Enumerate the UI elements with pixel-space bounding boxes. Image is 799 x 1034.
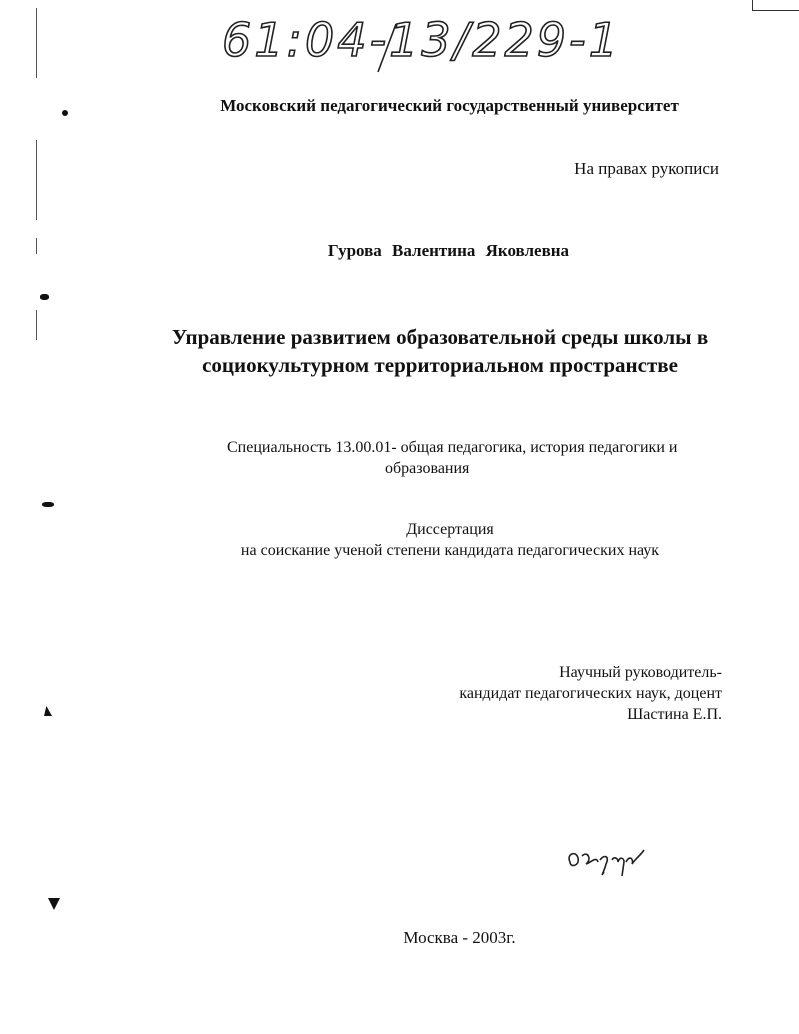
title-line-1: Управление развитием образовательной среды школы в	[171, 325, 709, 349]
rights-notice: На правах рукописи	[574, 159, 719, 178]
handwritten-signature	[562, 832, 652, 886]
scan-margin-line	[36, 310, 37, 340]
dissertation-line-2: на соискание ученой степени кандидата педагогических наук	[240, 542, 660, 559]
scan-margin-line	[36, 8, 37, 78]
scan-hole-mark	[42, 502, 54, 507]
scan-hole-mark	[40, 294, 49, 300]
specialty-line-1: Специальность 13.00.01- общая педагогика, история педагогики и	[227, 439, 678, 456]
supervisor-line-1: Научный руководитель-	[559, 664, 722, 681]
supervisor-block	[380, 662, 722, 725]
specialty	[227, 437, 747, 479]
dissertation-type	[190, 519, 710, 561]
dissertation-title	[120, 323, 760, 379]
archive-number-text: 61:04-13/229-1	[222, 13, 621, 67]
specialty-line-2: образования	[385, 460, 470, 477]
scan-hole-mark	[44, 706, 52, 716]
title-line-2: социокультурном территориальном пространстве	[202, 353, 678, 377]
supervisor-line-3: Шастина Е.П.	[627, 706, 722, 723]
handwritten-archive-number	[218, 6, 658, 76]
supervisor-line-2: кандидат педагогических наук, доцент	[459, 685, 722, 702]
city-year: Москва - 2003г.	[403, 928, 516, 947]
scan-margin-line	[36, 140, 37, 220]
dissertation-line-1: Диссертация	[406, 521, 494, 538]
scan-hole-mark	[48, 898, 60, 910]
author-name: Гурова Валентина Яковлевна	[327, 241, 570, 260]
university-name: Московский педагогический государственный университет	[220, 96, 679, 115]
scan-corner-mark	[752, 0, 799, 11]
